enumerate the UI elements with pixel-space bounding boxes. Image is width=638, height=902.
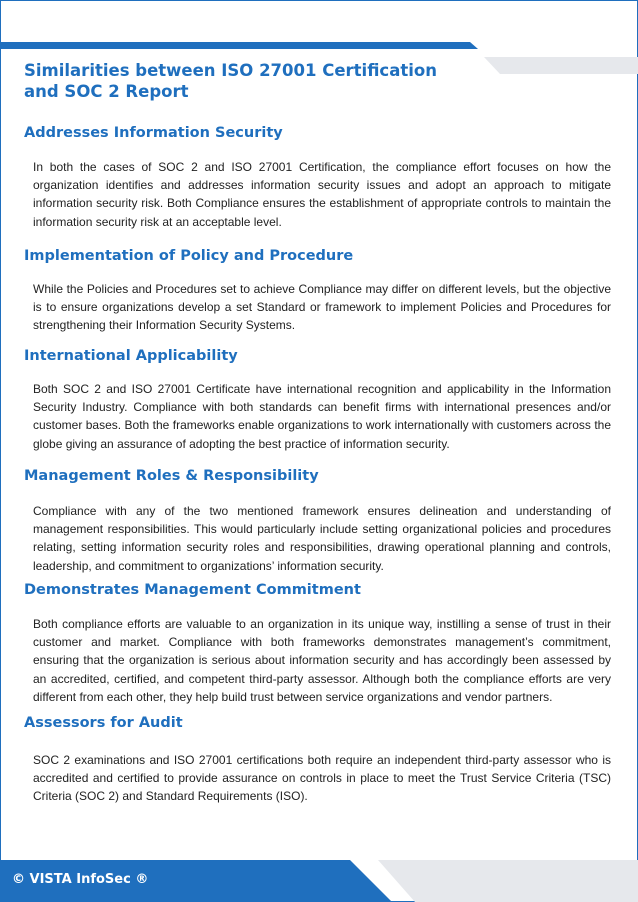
heading-implementation-of-policy: Implementation of Policy and Procedure bbox=[24, 248, 354, 264]
body-management-commitment: Both compliance efforts are valuable to an organization in its unique way, instilling a sense of trust in their customer and market. Compliance with both frameworks demonstrates management’s commitment, ensuring that the organization is serious about information security and has accordingly been assessed by an accredited, certified, and competent third-party assessor. Although both the compliance efforts are very different from each other, they help build trust between service organizations and vendor partners. bbox=[33, 617, 611, 704]
heading-international-applicability: International Applicability bbox=[24, 348, 238, 364]
body-assessors-for-audit: SOC 2 examinations and ISO 27001 certifications both require an independent third-party assessor who is accredited and certified to provide assurance on controls in place to meet the Trust Service Criteria (TSC) Criteria (SOC 2) and Standard Requirements (ISO). bbox=[33, 753, 611, 804]
heading-management-roles: Management Roles & Responsibility bbox=[24, 468, 319, 484]
heading-assessors-for-audit: Assessors for Audit bbox=[24, 715, 183, 731]
body-implementation-of-policy: While the Policies and Procedures set to achieve Compliance may differ on different levels, but the objective is to ensure organizations develop a set Standard or framework to implement Policies and Procedures for strengthening their Information Security Systems. bbox=[33, 282, 611, 333]
header-blue-stripe bbox=[0, 42, 478, 49]
header-gray-band bbox=[484, 57, 638, 74]
heading-management-commitment: Demonstrates Management Commitment bbox=[24, 582, 361, 598]
footer-gray-band bbox=[378, 860, 638, 902]
page-title: Similarities between ISO 27001 Certification and SOC 2 Report bbox=[24, 61, 437, 101]
heading-addresses-information-security: Addresses Information Security bbox=[24, 125, 283, 141]
footer-copyright: © VISTA InfoSec ® bbox=[12, 872, 149, 887]
body-addresses-information-security: In both the cases of SOC 2 and ISO 27001 Certification, the compliance effort focuses on how the organization identifies and addresses information security issues and adopt an approach to mitigate information security risk. Both Compliance ensures the establishment of appropriate controls to maintain the information security risk at an acceptable level. bbox=[33, 160, 611, 229]
body-international-applicability: Both SOC 2 and ISO 27001 Certificate have international recognition and applicability in the Information Security Industry. Compliance with both standards can benefit firms with international presences and/or customer bases. Both the frameworks enable organizations to work internationally with customers across the globe giving an assurance of adopting the best practice of information security. bbox=[33, 382, 611, 451]
body-management-roles: Compliance with any of the two mentioned framework ensures delineation and understanding of management responsibilities. This would particularly include setting organizational policies and procedures relating, setting information security roles and responsibilities, drawing operational planning and controls, leadership, and commitment to organizations’ information security. bbox=[33, 504, 611, 573]
